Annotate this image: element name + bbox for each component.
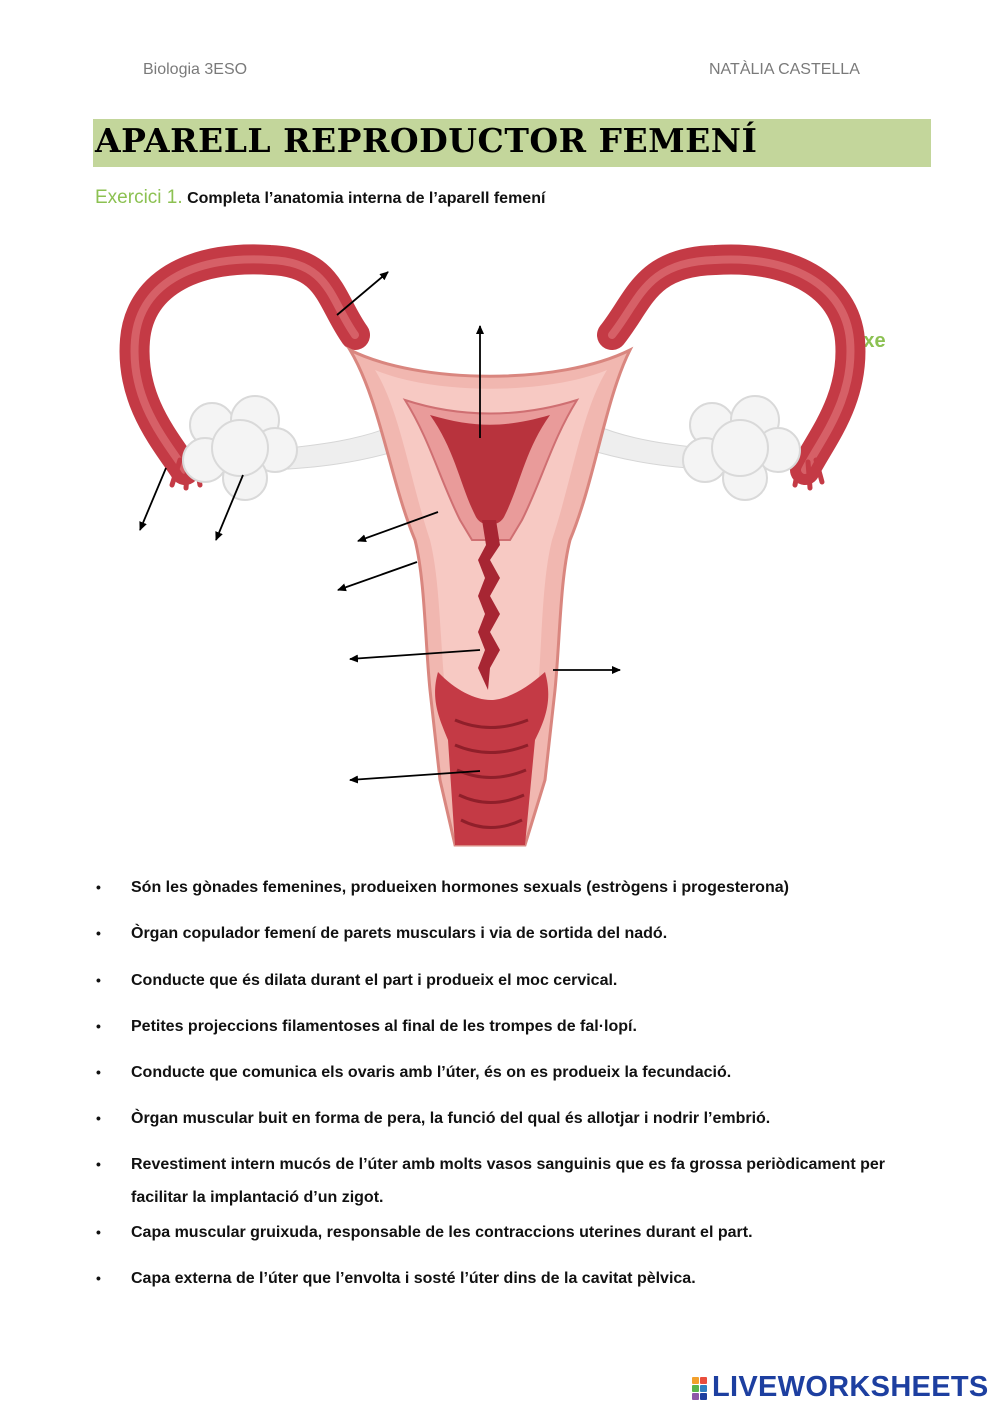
item-text: Petites projeccions filamentoses al final de les trompes de fal·lopí. (131, 1018, 637, 1035)
right-fimbriae (795, 460, 822, 488)
item-text: Revestiment intern mucós de l’úter amb molts vasos sanguinis que es fa grossa periòdicament per facilitar la implantació d’un zigot. (131, 1156, 885, 1206)
item-text: Capa muscular gruixuda, responsable de les contraccions uterines durant el part. (131, 1224, 753, 1241)
cut-off-text: Exe (850, 330, 886, 352)
bullet: • (96, 1270, 101, 1286)
brand-name: LIVEWORKSHEETS (712, 1371, 989, 1403)
page-title: APARELL REPRODUCTOR FEMENÍ (95, 121, 758, 160)
item-text: Conducte que comunica els ovaris amb l’úter, és on es produeix la fecundació. (131, 1064, 732, 1081)
bullet: • (96, 925, 101, 941)
bullet: • (96, 879, 101, 895)
liveworksheets-logo-icon (692, 1377, 708, 1401)
item-text: Són les gònades femenines, produeixen hormones sexuals (estrògens i progesterona) (131, 879, 789, 896)
item-text: Capa externa de l’úter que l’envolta i sosté l’úter dins de la cavitat pèlvica. (131, 1270, 696, 1287)
exercise-instruction: Completa l’anatomia interna de l’aparell femení (187, 190, 546, 207)
header-author: NATÀLIA CASTELLA (709, 61, 860, 78)
item-text: Conducte que és dilata durant el part i produeix el moc cervical. (131, 972, 618, 989)
item-text: Òrgan copulador femení de parets musculars i via de sortida del nadó. (131, 925, 668, 942)
header-subject: Biologia 3ESO (143, 61, 248, 78)
exercise-label: Exercici 1. (95, 187, 183, 208)
right-ovary (683, 396, 800, 500)
arrow-fimbriae (140, 468, 166, 530)
bullet: • (96, 1110, 101, 1126)
bullet: • (96, 1064, 101, 1080)
item-text: Òrgan muscular buit en forma de pera, la funció del qual és allotjar i nodrir l’embrió. (131, 1110, 771, 1127)
bullet: • (96, 972, 101, 988)
bullet: • (96, 1156, 101, 1172)
bullet: • (96, 1018, 101, 1034)
arrow-myometrium (338, 562, 417, 590)
bullet: • (96, 1224, 101, 1240)
